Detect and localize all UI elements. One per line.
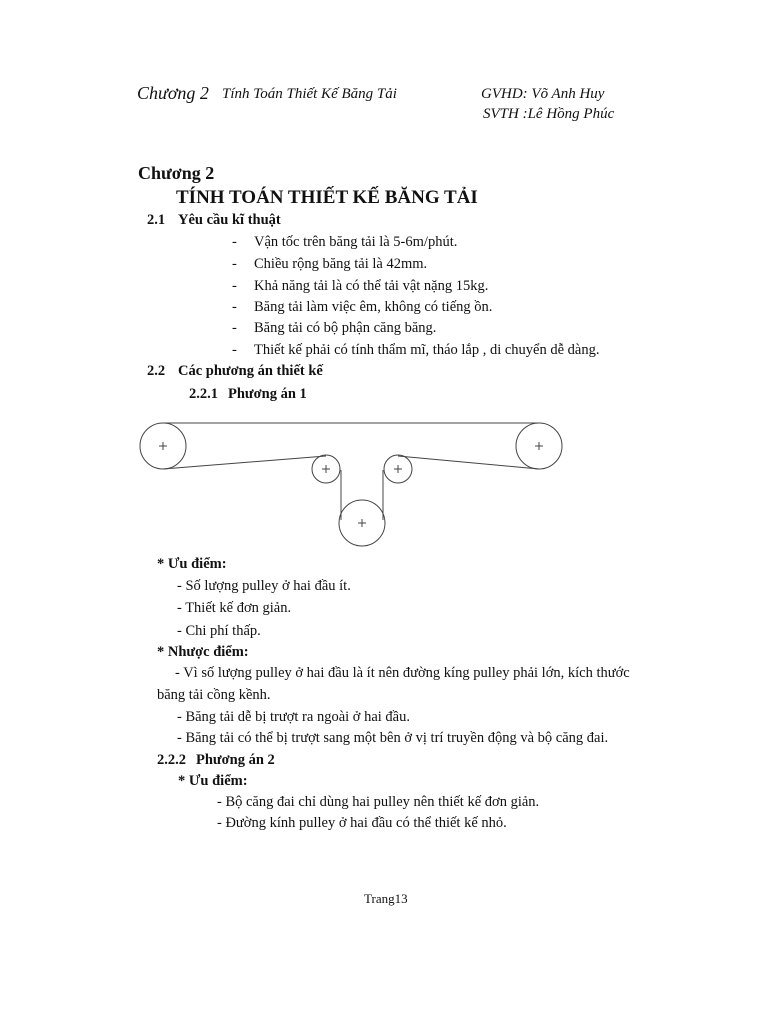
- list-item: - Bộ căng đai chỉ dùng hai pulley nên thiết kế đơn giản.: [217, 794, 540, 810]
- option-1-pros-heading: * Ưu điểm:: [157, 556, 227, 572]
- belt-segment: [163, 456, 326, 469]
- bullet-dash: -: [232, 299, 237, 315]
- section-2-1-number: 2.1: [147, 212, 166, 228]
- list-item: Thiết kế phải có tính thẩm mĩ, tháo lắp , di chuyển dễ dàng.: [254, 342, 600, 358]
- cons-item-continued: băng tải cồng kềnh.: [157, 687, 271, 703]
- bullet-dash: -: [232, 320, 237, 336]
- list-item: Vận tốc trên băng tải là 5-6m/phút.: [254, 234, 458, 250]
- bullet-dash: -: [232, 256, 237, 272]
- list-item: - Đường kính pulley ở hai đầu có thể thiết kế nhỏ.: [217, 815, 507, 831]
- header-student: SVTH :Lê Hồng Phúc: [483, 106, 615, 122]
- list-item: Chiều rộng băng tải là 42mm.: [254, 256, 428, 272]
- section-2-2-title: Các phương án thiết kế: [178, 363, 323, 379]
- option-2-pros-heading: * Ưu điểm:: [178, 773, 248, 789]
- option-2-title: Phương án 2: [196, 752, 275, 768]
- center-mark-icon: [322, 465, 330, 473]
- bullet-dash: -: [232, 234, 237, 250]
- belt-segment: [398, 456, 539, 469]
- center-mark-icon: [358, 519, 366, 527]
- center-mark-icon: [535, 442, 543, 450]
- header-subject: Tính Toán Thiết Kế Băng Tải: [222, 86, 397, 102]
- list-item: - Thiết kế đơn giản.: [177, 600, 292, 616]
- list-item: - Chi phí thấp.: [177, 623, 261, 639]
- list-item: Băng tải làm việc êm, không có tiếng ồn.: [254, 299, 493, 315]
- section-2-1-title: Yêu cầu kĩ thuật: [178, 212, 281, 228]
- list-item: - Số lượng pulley ở hai đầu ít.: [177, 578, 351, 594]
- page-number: Trang13: [364, 891, 408, 906]
- list-item: Băng tải có bộ phận căng băng.: [254, 320, 437, 336]
- chapter-title: TÍNH TOÁN THIẾT KẾ BĂNG TẢI: [176, 187, 478, 208]
- chapter-label: Chương 2: [138, 163, 215, 183]
- header-advisor: GVHD: Võ Anh Huy: [481, 86, 605, 102]
- cons-item: - Vì số lượng pulley ở hai đầu là ít nên đường kíng pulley phải lớn, kích thước: [175, 665, 630, 681]
- bullet-dash: -: [232, 278, 237, 294]
- list-item: Khả năng tải là có thể tải vật nặng 15kg.: [254, 278, 489, 294]
- option-1-title: Phương án 1: [228, 386, 307, 402]
- center-mark-icon: [159, 442, 167, 450]
- cons-item: - Băng tải có thể bị trượt sang một bên ở vị trí truyền động và bộ căng đai.: [177, 730, 609, 746]
- header-chapter: Chương 2: [137, 83, 209, 103]
- option-1-cons-heading: * Nhược điểm:: [157, 644, 249, 660]
- center-mark-icon: [394, 465, 402, 473]
- option-1-number: 2.2.1: [189, 386, 218, 402]
- section-2-2-number: 2.2: [147, 363, 166, 379]
- option-2-number: 2.2.2: [157, 752, 186, 768]
- cons-item: - Băng tải dễ bị trượt ra ngoài ở hai đầu.: [177, 709, 410, 725]
- bullet-dash: -: [232, 342, 237, 358]
